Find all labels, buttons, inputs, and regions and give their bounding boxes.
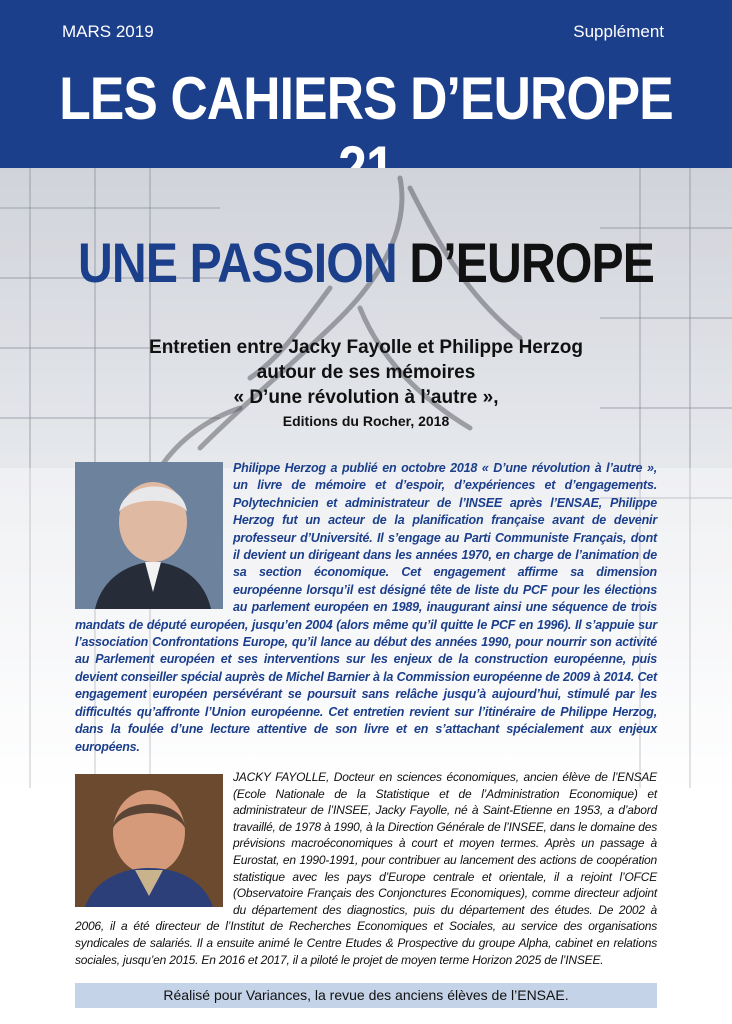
headline-part-black: D’EUROPE <box>396 231 654 294</box>
portrait-photo-herzog <box>75 462 223 609</box>
supplement-label: Supplément <box>573 22 664 41</box>
subtitle-line-3: « D’une révolution à l’autre », <box>233 387 499 408</box>
intro-paragraph: Philippe Herzog a publié en octobre 2018 « D’une révolution à l’autre », un livre de mémoire et d’espoir, d’expériences et d’engagements. Polytechnicien et administrateur de l’INSEE après l’ENSAE, Philippe Herzog fut un acteur de la planification française avant de devenir professeur d’Université. Il s’engage au Parti Communiste Français, dont il devient un dirigeant dans les années 1970, en charge de l’animation de sa section économique. Cet engagement affirme sa dimension européenne lorsqu’il est désigné tête de liste du PCF pour les élections au parlement européen en 1989, inaugurant ainsi une séquence de trois mandats de député européen, jusqu’en 2004 (alors même qu’il quitte le PCF en 1996). Il s’appuie sur l’association Confrontations Europe, qu’il lance au début des années 1990, pour nourrir son activité au Parlement européen et ses interventions sur les enjeux de la construction européenne, puis devient conseiller spécial auprès de Michel Barnier à la Commission européenne de 2009 à 2014. Cet engagement européen persévérant se poursuit sans relâche jusqu’à aujourd’hui, stimulé par les difficultés qu’affronte l’Union européenne. Cet entretien revient sur l’itinéraire de Philippe Herzog, dans la foulée d’une lecture attentive de son livre et en s’attachant spécialement aux enjeux européens. <box>75 461 657 754</box>
subtitle-line-2: autour de ses mémoires <box>256 362 476 383</box>
issue-date: MARS 2019 <box>62 22 154 41</box>
main-headline <box>51 230 681 295</box>
publication-title: LES CAHIERS D’EUROPE <box>59 65 673 132</box>
subtitle-line-4: Editions du Rocher, 2018 <box>282 413 450 429</box>
footer-credit: Réalisé pour Variances, la revue des anciens élèves de l’ENSAE. <box>75 983 657 1008</box>
subtitle-line-1: Entretien entre Jacky Fayolle et Philippe Herzog <box>149 337 583 358</box>
portrait-fayolle-image <box>75 774 223 907</box>
portrait-herzog-image <box>75 462 223 609</box>
bio-paragraph: JACKY FAYOLLE, Docteur en sciences économiques, ancien élève de l’ENSAE (Ecole Nationale de la Statistique et de l’Administration Economique) et administrateur de l’INSEE, Jacky Fayolle, né à Saint-Etienne en 1953, a d’abord travaillé, de 1978 à 1990, à la Direction Générale de l’INSEE, dans le domaine des prévisions macroéconomiques à court et moyen termes. Après un passage à Eurostat, en 1990-1991, pour contribuer au lancement des actions de coopération statistique avec les pays d’Europe centrale et orientale, il a rejoint l’OFCE (Observatoire Français des Conjonctures Economiques), comme directeur adjoint du département des diagnostics, puis du département des études. De 2002 à 2006, il a été directeur de l’Institut de Recherches Economiques et Sociales, au service des organisations syndicales de salariés. Il a ensuite animé le Centre Etudes & Prospective du groupe Alpha, cabinet en relations sociales, jusqu’en 2015. En 2016 et 2017, il a piloté le projet de moyen terme Horizon 2025 de l’INSEE. <box>75 770 657 967</box>
intro-section <box>75 460 657 756</box>
headline-part-blue: UNE PASSION <box>77 231 397 294</box>
portrait-photo-fayolle <box>75 774 223 907</box>
bio-section <box>75 769 657 968</box>
masthead <box>0 0 732 168</box>
